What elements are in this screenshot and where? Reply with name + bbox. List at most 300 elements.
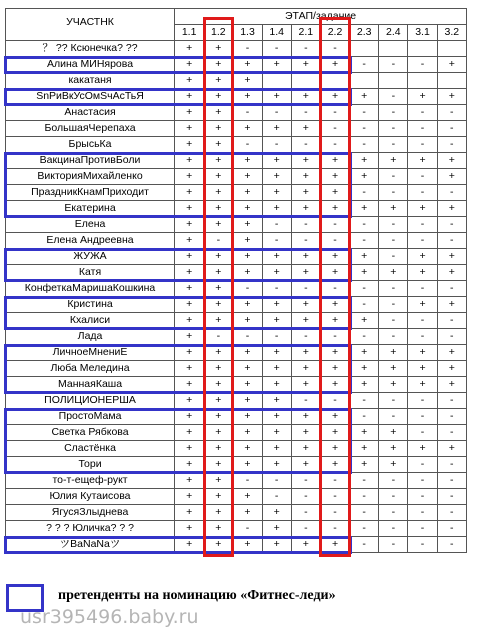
mark-cell: + (437, 169, 466, 185)
table-row (6, 121, 467, 137)
mark-cell: - (437, 185, 466, 201)
mark-cell: - (350, 233, 379, 249)
mark-cell: + (233, 345, 262, 361)
mark-cell: + (437, 345, 466, 361)
mark-cell (437, 41, 466, 57)
mark-cell: - (437, 457, 466, 473)
mark-cell: - (408, 233, 437, 249)
mark-cell: - (204, 233, 233, 249)
table-row (6, 137, 467, 153)
mark-cell: - (262, 137, 291, 153)
mark-cell: - (437, 217, 466, 233)
mark-cell: - (320, 521, 349, 537)
mark-cell: + (175, 521, 204, 537)
mark-cell: + (291, 201, 320, 217)
mark-cell: + (175, 361, 204, 377)
mark-cell: + (233, 153, 262, 169)
mark-cell: + (291, 441, 320, 457)
mark-cell: - (233, 137, 262, 153)
mark-cell: - (350, 505, 379, 521)
participant-name: SnPиВкУсОмЅчАсТьЯ (6, 89, 175, 105)
mark-cell: - (437, 505, 466, 521)
mark-cell: - (408, 425, 437, 441)
table-row (6, 281, 467, 297)
mark-cell: - (291, 217, 320, 233)
mark-cell: - (320, 233, 349, 249)
mark-cell: + (204, 297, 233, 313)
mark-cell: + (350, 457, 379, 473)
table-row (6, 377, 467, 393)
mark-cell: + (262, 393, 291, 409)
mark-cell: + (204, 153, 233, 169)
mark-cell: - (379, 281, 408, 297)
participant-name: ПростоМама (6, 409, 175, 425)
mark-cell: + (204, 313, 233, 329)
table-row (6, 153, 467, 169)
mark-cell: + (437, 57, 466, 73)
mark-cell: + (262, 297, 291, 313)
mark-cell: - (262, 329, 291, 345)
mark-cell: + (291, 425, 320, 441)
mark-cell: + (233, 537, 262, 553)
mark-cell: + (350, 425, 379, 441)
mark-cell: - (291, 281, 320, 297)
participant-name: какатаня (6, 73, 175, 89)
table-row (6, 217, 467, 233)
mark-cell: - (379, 505, 408, 521)
mark-cell: - (350, 121, 379, 137)
mark-cell: + (320, 425, 349, 441)
mark-cell: + (408, 345, 437, 361)
mark-cell: + (175, 217, 204, 233)
mark-cell: + (437, 361, 466, 377)
mark-cell: - (379, 409, 408, 425)
mark-cell: + (437, 441, 466, 457)
mark-cell: + (320, 249, 349, 265)
mark-cell: + (437, 377, 466, 393)
mark-cell: + (379, 457, 408, 473)
mark-cell (437, 73, 466, 89)
mark-cell: - (291, 105, 320, 121)
table-row (6, 409, 467, 425)
mark-cell: - (379, 105, 408, 121)
mark-cell: + (233, 89, 262, 105)
mark-cell: + (320, 169, 349, 185)
mark-cell: + (320, 409, 349, 425)
mark-cell: + (204, 121, 233, 137)
mark-cell: + (204, 505, 233, 521)
mark-cell: - (379, 313, 408, 329)
mark-cell: + (175, 249, 204, 265)
mark-cell: + (350, 249, 379, 265)
mark-cell: + (262, 425, 291, 441)
mark-cell: - (262, 489, 291, 505)
mark-cell: + (233, 57, 262, 73)
mark-cell: + (204, 409, 233, 425)
mark-cell: - (350, 105, 379, 121)
column-header: 2.2 (320, 25, 349, 41)
table-row (6, 185, 467, 201)
mark-cell: - (320, 217, 349, 233)
mark-cell: + (175, 105, 204, 121)
mark-cell: + (379, 441, 408, 457)
mark-cell: + (175, 41, 204, 57)
mark-cell: + (320, 89, 349, 105)
mark-cell: + (175, 121, 204, 137)
participant-name: ПраздникКнамПриходит (6, 185, 175, 201)
mark-cell: + (204, 393, 233, 409)
column-header: 1.3 (233, 25, 262, 41)
mark-cell: + (204, 537, 233, 553)
mark-cell: + (175, 329, 204, 345)
mark-cell: + (379, 361, 408, 377)
mark-cell: + (408, 297, 437, 313)
mark-cell: - (379, 217, 408, 233)
mark-cell: + (350, 89, 379, 105)
mark-cell: - (437, 409, 466, 425)
mark-cell: - (262, 473, 291, 489)
table-row (6, 425, 467, 441)
mark-cell: + (233, 505, 262, 521)
participant-name: КонфеткаМаришаКошкина (6, 281, 175, 297)
mark-cell: - (320, 41, 349, 57)
mark-cell: + (175, 489, 204, 505)
mark-cell: - (408, 409, 437, 425)
table-row (6, 393, 467, 409)
mark-cell: - (408, 57, 437, 73)
mark-cell: - (291, 137, 320, 153)
mark-cell: + (408, 89, 437, 105)
mark-cell: + (204, 217, 233, 233)
mark-cell: + (175, 57, 204, 73)
mark-cell: + (233, 249, 262, 265)
mark-cell: - (262, 281, 291, 297)
mark-cell (320, 73, 349, 89)
mark-cell: - (379, 473, 408, 489)
mark-cell: - (350, 217, 379, 233)
mark-cell: - (350, 329, 379, 345)
mark-cell: - (408, 313, 437, 329)
mark-cell: - (320, 137, 349, 153)
mark-cell: + (350, 377, 379, 393)
mark-cell: + (350, 169, 379, 185)
mark-cell: - (291, 521, 320, 537)
mark-cell: - (408, 537, 437, 553)
mark-cell: - (379, 57, 408, 73)
mark-cell: + (204, 185, 233, 201)
mark-cell: - (379, 249, 408, 265)
mark-cell: + (291, 265, 320, 281)
mark-cell: + (175, 89, 204, 105)
table-row (6, 537, 467, 553)
mark-cell: + (233, 185, 262, 201)
mark-cell: + (262, 505, 291, 521)
participant-name: ЯгусяЗлыднева (6, 505, 175, 521)
participant-name: ? ? ? Юличка? ? ? (6, 521, 175, 537)
mark-cell: - (320, 329, 349, 345)
mark-cell: + (204, 281, 233, 297)
mark-cell: - (408, 329, 437, 345)
mark-cell: + (291, 169, 320, 185)
mark-cell: + (175, 313, 204, 329)
mark-cell: - (350, 537, 379, 553)
mark-cell: - (408, 521, 437, 537)
mark-cell: + (291, 345, 320, 361)
mark-cell: + (204, 249, 233, 265)
participant-name: Екатерина (6, 201, 175, 217)
mark-cell: + (291, 361, 320, 377)
participant-name: БрысьКа (6, 137, 175, 153)
table-row (6, 233, 467, 249)
mark-cell: + (204, 201, 233, 217)
mark-cell: + (175, 505, 204, 521)
mark-cell: - (437, 233, 466, 249)
mark-cell: - (379, 489, 408, 505)
mark-cell: + (204, 473, 233, 489)
mark-cell: - (437, 393, 466, 409)
mark-cell: - (408, 217, 437, 233)
mark-cell: - (291, 233, 320, 249)
mark-cell: + (262, 57, 291, 73)
mark-cell: + (262, 201, 291, 217)
mark-cell: + (204, 41, 233, 57)
mark-cell: + (408, 361, 437, 377)
mark-cell: + (175, 281, 204, 297)
mark-cell: - (408, 281, 437, 297)
mark-cell (408, 73, 437, 89)
mark-cell: - (379, 521, 408, 537)
mark-cell: + (379, 425, 408, 441)
participant-name: ？ ?? Ксюнечка? ?? (6, 41, 175, 57)
mark-cell: - (379, 185, 408, 201)
mark-cell: + (408, 265, 437, 281)
mark-cell: + (291, 409, 320, 425)
mark-cell: + (320, 153, 349, 169)
mark-cell: - (204, 329, 233, 345)
mark-cell: + (262, 313, 291, 329)
mark-cell: - (408, 489, 437, 505)
mark-cell: + (291, 249, 320, 265)
mark-cell: + (379, 153, 408, 169)
mark-cell: + (320, 537, 349, 553)
header-row-1 (6, 9, 467, 25)
mark-cell: + (233, 121, 262, 137)
mark-cell: + (350, 313, 379, 329)
mark-cell: + (408, 201, 437, 217)
mark-cell: + (204, 457, 233, 473)
table-row (6, 265, 467, 281)
mark-cell: + (233, 489, 262, 505)
mark-cell: + (233, 441, 262, 457)
mark-cell: + (175, 169, 204, 185)
mark-cell: + (175, 537, 204, 553)
mark-cell: + (175, 393, 204, 409)
table-row (6, 57, 467, 73)
mark-cell: + (291, 313, 320, 329)
participant-name: Светка Рябкова (6, 425, 175, 441)
mark-cell: - (437, 313, 466, 329)
mark-cell: + (320, 313, 349, 329)
mark-cell: + (350, 201, 379, 217)
mark-cell: + (408, 377, 437, 393)
table-row (6, 521, 467, 537)
legend-text: претенденты на номинацию «Фитнес-леди» (58, 588, 336, 603)
mark-cell: + (437, 153, 466, 169)
mark-cell: + (262, 169, 291, 185)
mark-cell: + (320, 457, 349, 473)
mark-cell: + (262, 89, 291, 105)
participant-name: ЖУЖА (6, 249, 175, 265)
mark-cell: - (291, 489, 320, 505)
participant-name: ПОЛИЦИОНЕРША (6, 393, 175, 409)
mark-cell: - (379, 137, 408, 153)
mark-cell: + (175, 345, 204, 361)
column-header: 1.2 (204, 25, 233, 41)
mark-cell: + (233, 425, 262, 441)
mark-cell: - (350, 281, 379, 297)
mark-cell: - (408, 185, 437, 201)
mark-cell: + (320, 297, 349, 313)
mark-cell: + (262, 153, 291, 169)
mark-cell: - (233, 521, 262, 537)
mark-cell: + (408, 441, 437, 457)
mark-cell: - (437, 489, 466, 505)
mark-cell (379, 73, 408, 89)
table-row (6, 41, 467, 57)
table-row (6, 73, 467, 89)
mark-cell: - (437, 521, 466, 537)
mark-cell: + (408, 249, 437, 265)
mark-cell: - (262, 41, 291, 57)
mark-cell: + (175, 377, 204, 393)
mark-cell: + (320, 441, 349, 457)
mark-cell: + (233, 297, 262, 313)
mark-cell: + (175, 201, 204, 217)
participant-name: Лада (6, 329, 175, 345)
mark-cell: + (233, 361, 262, 377)
mark-cell: + (291, 185, 320, 201)
mark-cell: - (437, 425, 466, 441)
mark-cell: + (204, 441, 233, 457)
mark-cell: - (350, 409, 379, 425)
column-header: 1.1 (175, 25, 204, 41)
mark-cell: + (437, 89, 466, 105)
mark-cell: + (320, 57, 349, 73)
participant-name: ЛичноеМнениЕ (6, 345, 175, 361)
mark-cell: + (204, 73, 233, 89)
mark-cell: - (437, 473, 466, 489)
mark-cell: + (175, 265, 204, 281)
column-header: 1.4 (262, 25, 291, 41)
mark-cell: - (379, 297, 408, 313)
mark-cell: - (350, 521, 379, 537)
mark-cell: - (350, 57, 379, 73)
mark-cell: - (262, 217, 291, 233)
mark-cell: - (233, 281, 262, 297)
mark-cell: + (175, 409, 204, 425)
mark-cell: + (379, 345, 408, 361)
mark-cell: + (175, 425, 204, 441)
mark-cell: - (291, 473, 320, 489)
column-header: 3.2 (437, 25, 466, 41)
mark-cell: + (291, 457, 320, 473)
mark-cell: - (320, 489, 349, 505)
participant-name: Елена Андреевна (6, 233, 175, 249)
table-row (6, 297, 467, 313)
mark-cell: - (379, 393, 408, 409)
results-table (5, 8, 467, 553)
mark-cell: + (350, 265, 379, 281)
mark-cell: + (262, 121, 291, 137)
mark-cell: - (379, 89, 408, 105)
table-row (6, 345, 467, 361)
mark-cell: + (350, 153, 379, 169)
mark-cell: - (320, 105, 349, 121)
mark-cell: + (350, 361, 379, 377)
mark-cell: + (320, 201, 349, 217)
mark-cell: - (408, 393, 437, 409)
mark-cell: + (320, 345, 349, 361)
mark-cell: + (233, 409, 262, 425)
mark-cell: + (175, 73, 204, 89)
mark-cell: - (350, 473, 379, 489)
table-row (6, 329, 467, 345)
mark-cell: - (408, 169, 437, 185)
mark-cell: - (437, 105, 466, 121)
mark-cell: + (175, 297, 204, 313)
mark-cell: + (233, 313, 262, 329)
mark-cell: + (262, 409, 291, 425)
mark-cell: + (204, 521, 233, 537)
mark-cell: + (204, 137, 233, 153)
mark-cell: + (204, 57, 233, 73)
mark-cell: + (291, 537, 320, 553)
mark-cell (408, 41, 437, 57)
table-row (6, 313, 467, 329)
mark-cell: - (350, 137, 379, 153)
mark-cell: - (233, 329, 262, 345)
mark-cell: + (320, 377, 349, 393)
mark-cell: + (350, 441, 379, 457)
participant-name: Юлия Кутаисова (6, 489, 175, 505)
mark-cell: + (379, 265, 408, 281)
participant-name: Тори (6, 457, 175, 473)
mark-cell: - (233, 105, 262, 121)
mark-cell: + (175, 233, 204, 249)
mark-cell: - (437, 121, 466, 137)
mark-cell: - (262, 233, 291, 249)
mark-cell: - (379, 121, 408, 137)
mark-cell: + (204, 489, 233, 505)
participant-name: Кристина (6, 297, 175, 313)
participant-name: Кхалиси (6, 313, 175, 329)
watermark: usr395496.baby.ru (20, 606, 199, 628)
mark-cell: + (262, 441, 291, 457)
mark-cell: + (233, 393, 262, 409)
mark-cell: + (291, 121, 320, 137)
mark-cell: + (204, 345, 233, 361)
participant-name: МаннаяКаша (6, 377, 175, 393)
mark-cell: - (379, 233, 408, 249)
table-row (6, 89, 467, 105)
mark-cell: + (437, 201, 466, 217)
column-header: 2.1 (291, 25, 320, 41)
mark-cell: - (408, 137, 437, 153)
mark-cell: + (204, 169, 233, 185)
mark-cell: - (350, 185, 379, 201)
mark-cell: - (379, 169, 408, 185)
mark-cell: - (379, 329, 408, 345)
